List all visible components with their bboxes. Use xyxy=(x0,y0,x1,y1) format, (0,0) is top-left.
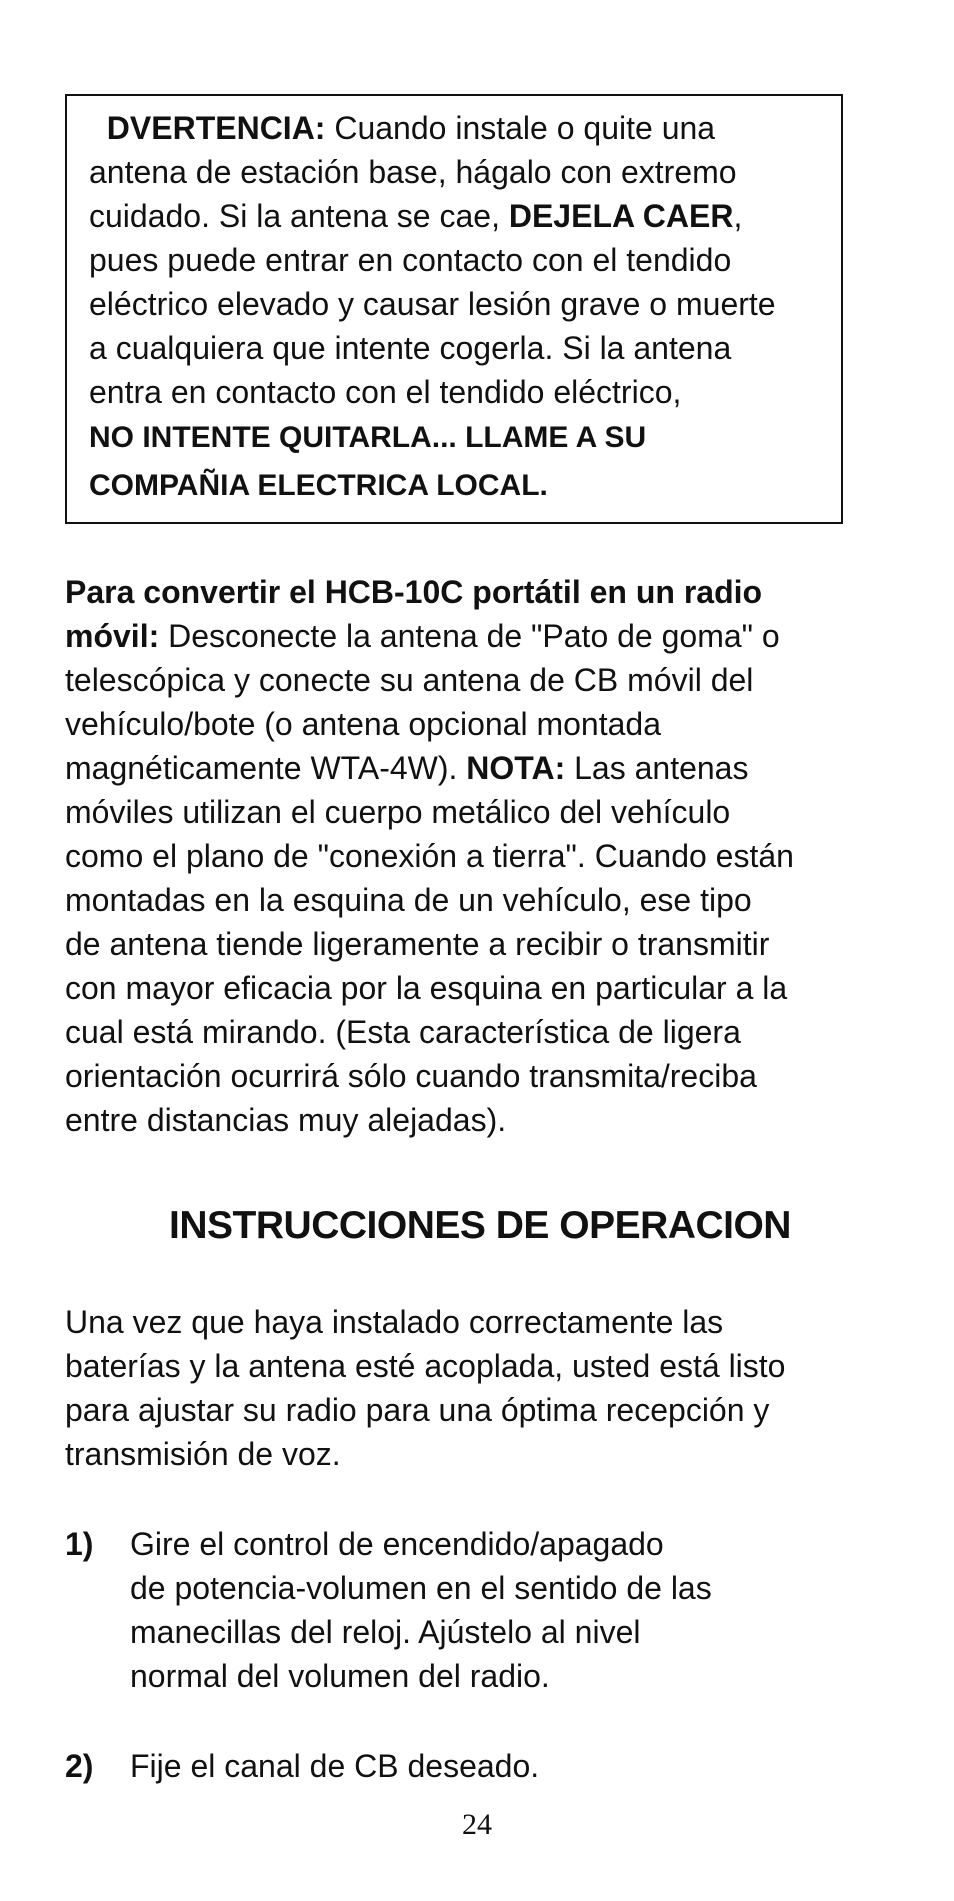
step-item xyxy=(65,1744,895,1788)
convert-line-4: vehículo/bote (o antena opcional montada xyxy=(65,706,661,742)
convert-line-2: móvil: Desconecte la antena de "Pato de goma" o xyxy=(65,618,780,654)
section-heading: INSTRUCCIONES DE OPERACION xyxy=(169,1204,791,1247)
warning-line-5: eléctrico elevado y causar lesión grave o muerte xyxy=(89,286,776,322)
step-number: 1) xyxy=(65,1526,94,1562)
warning-line-9: COMPAÑIA ELECTRICA LOCAL. xyxy=(89,469,548,502)
convert-line-5: magnéticamente WTA-4W). NOTA: Las antenas xyxy=(65,750,749,786)
note-label: NOTA: xyxy=(466,750,566,786)
convert-title-line-1: Para convertir el HCB-10C portátil en un radio xyxy=(65,574,763,610)
warning-label: DVERTENCIA: xyxy=(106,110,326,146)
warning-box xyxy=(65,94,843,524)
warning-line-8: NO INTENTE QUITARLA... LLAME A SU xyxy=(89,421,647,454)
warning-line-2: antena de estación base, hágalo con extremo xyxy=(89,154,737,190)
warning-line-7: entra en contacto con el tendido eléctrico, xyxy=(89,374,682,410)
page-number: 24 xyxy=(462,1808,492,1841)
warning-drop-emphasis: DEJELA CAER xyxy=(508,198,734,234)
convert-line-3: telescópica y conecte su antena de CB móvil del xyxy=(65,662,754,698)
convert-line-11: cual está mirando. (Esta característica de ligera xyxy=(65,1014,741,1050)
warning-line-4: pues puede entrar en contacto con el tendido xyxy=(89,242,732,278)
intro-paragraph xyxy=(65,1300,895,1476)
step-line: Gire el control de encendido/apagado xyxy=(130,1526,664,1562)
warning-line-3: cuidado. Si la antena se cae, DEJELA CAER, xyxy=(89,198,743,234)
step-line: manecillas del reloj. Ajústelo al nivel xyxy=(130,1614,641,1650)
manual-page xyxy=(65,94,895,1788)
convert-line-10: con mayor eficacia por la esquina en particular a la xyxy=(65,970,788,1006)
convert-title-line-2: móvil: xyxy=(65,618,160,654)
intro-line-4: transmisión de voz. xyxy=(65,1436,341,1472)
intro-line-3: para ajustar su radio para una óptima recepción y xyxy=(65,1392,770,1428)
step-line: normal del volumen del radio. xyxy=(130,1658,550,1694)
convert-line-9: de antena tiende ligeramente a recibir o transmitir xyxy=(65,926,770,962)
convert-paragraph xyxy=(65,570,895,1142)
step-number: 2) xyxy=(65,1748,94,1784)
convert-line-7: como el plano de "conexión a tierra". Cuando están xyxy=(65,838,794,874)
convert-line-12: orientación ocurrirá sólo cuando transmita/reciba xyxy=(65,1058,757,1094)
convert-line-13: entre distancias muy alejadas). xyxy=(65,1102,507,1138)
convert-line-8: montadas en la esquina de un vehículo, ese tipo xyxy=(65,882,752,918)
warning-line-6: a cualquiera que intente cogerla. Si la antena xyxy=(89,330,732,366)
step-line: Fije el canal de CB deseado. xyxy=(130,1748,540,1784)
intro-line-2: baterías y la antena esté acoplada, usted está listo xyxy=(65,1348,786,1384)
convert-line-6: móviles utilizan el cuerpo metálico del vehículo xyxy=(65,794,731,830)
step-item xyxy=(65,1522,895,1698)
warning-line-1: DVERTENCIA: Cuando instale o quite una xyxy=(106,110,716,146)
step-line: de potencia-volumen en el sentido de las xyxy=(130,1570,712,1606)
intro-line-1: Una vez que haya instalado correctamente las xyxy=(65,1304,724,1340)
